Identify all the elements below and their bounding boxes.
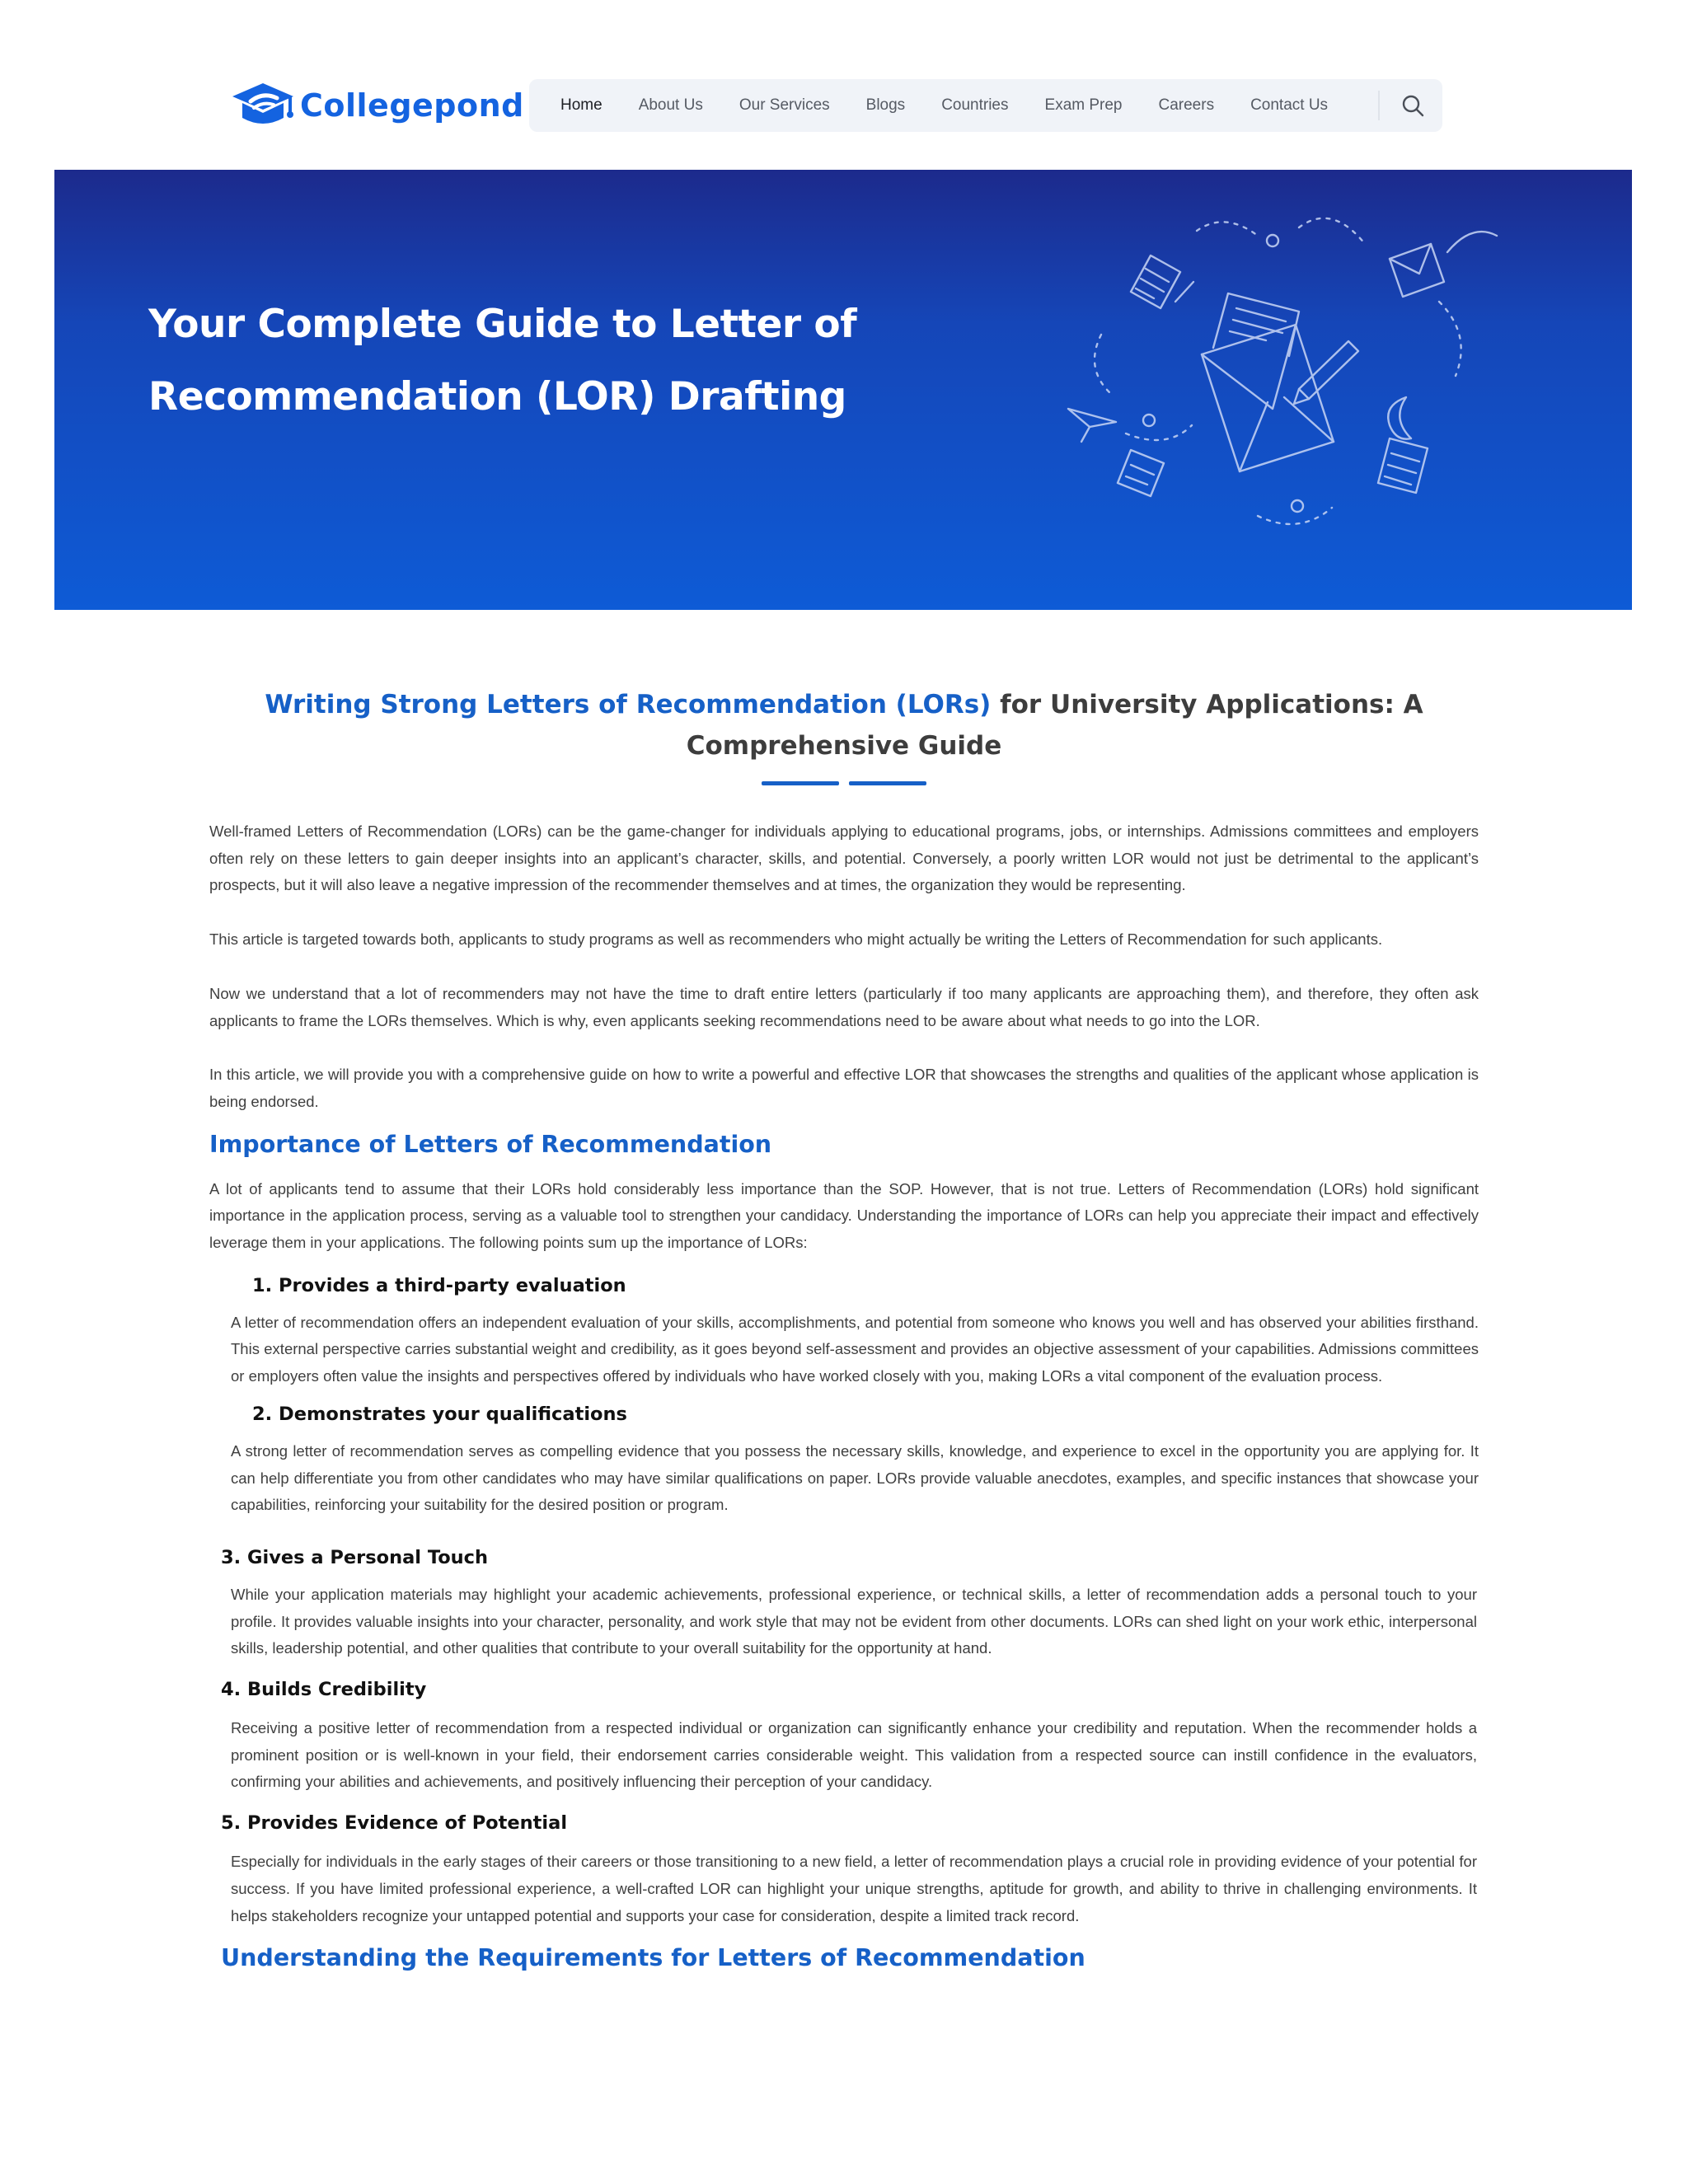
point-text: A strong letter of recommendation serves as compelling evidence that you possess the necessary skills, knowledge, and experience to excel in the opportunity you are applying for. It can help differentiate you from other candidates who may have similar qualifications on paper. LORs provide valuable anecdotes, examples, and specific instances that showcase your capabilities, reinforcing your suitability for the desired position or program. [231,1441,1479,1514]
point-text: Receiving a positive letter of recommendation from a respected individual or organization can significantly enhance your credibility and reputation. When the recommender holds a prominent position or is well-known in your field, their endorsement carries considerable weight. This validation from a respected source can instill confidence in the evaluators, confirming your abilities and achievements, and positively influencing their perception of your candidacy. [231,1719,1477,1791]
point-title: 4. Builds Credibility [221,1679,427,1701]
nav-our-services[interactable]: Our Services [738,96,830,114]
article-heading-accent: Writing Strong Letters of Recommendation (LORs) [265,690,992,719]
nav-contact-us[interactable]: Contact Us [1250,96,1329,114]
hero-banner [54,170,1632,610]
intro-paragraph: Now we understand that a lot of recommenders may not have the time to draft entire letters (particularly if too many applicants are approaching them), and therefore, they often ask applicants to frame the LORs themselves. Which is why, even applicants seeking recommendations need to be aware about what needs to go into the LOR. [209,984,1479,1029]
intro-paragraph: In this article, we will provide you with a comprehensive guide on how to write a powerful and effective LOR that showcases the strengths and qualities of the applicant whose application is being endorsed. [209,1066,1479,1110]
point-title: 2. Demonstrates your qualifications [252,1403,627,1425]
importance-point [209,1547,1479,1662]
importance-intro: A lot of applicants tend to assume that their LORs hold considerably less importance than the SOP. However, that is not true. Letters of Recommendation (LORs) hold significant importance in the application process, serving as a valuable tool to strengthen your candidacy. Understanding the importance of LORs can help you appreciate their impact and effectively leverage them in your applications. The following points sum up the importance of LORs: [209,1179,1479,1252]
nav-home[interactable]: Home [560,96,603,114]
requirements-heading: Understanding the Requirements for Letters of Recommendation [221,1944,1085,1972]
brand-logo[interactable] [229,78,524,133]
point-title: 1. Provides a third-party evaluation [252,1274,626,1296]
brand-name: Collegepond [300,87,524,124]
intro-section [209,818,1479,1116]
importance-point [209,1812,1479,1929]
point-text: A letter of recommendation offers an independent evaluation of your skills, accomplishments, and potential from someone who knows you well and has observed your abilities firsthand. This external perspective carries substantial weight and credibility, as it goes beyond self-assessment and provides an objective assessment of your capabilities. Admissions committees or employers often value the insights and perspectives offered by individuals who have worked closely with you, making LORs a vital component of the evaluation process. [231,1313,1479,1385]
nav-exam-prep[interactable]: Exam Prep [1044,96,1123,114]
search-icon[interactable] [1400,92,1426,119]
article-content [209,684,1479,1971]
importance-heading: Importance of Letters of Recommendation [209,1130,772,1158]
hero-title-line-2: Recommendation (LOR) Drafting [148,374,846,419]
point-text: While your application materials may highlight your academic achievements, professional experience, or technical skills, a letter of recommendation adds a personal touch to your profile. It provides valuable insights into your character, personality, and work style that may not be evident from other documents. LORs can shed light on your work ethic, interpersonal skills, leadership potential, and other qualities that contribute to your overall suitability for the opportunity at hand. [231,1585,1477,1657]
letters-envelope-illustration-icon [1052,203,1513,549]
nav-blogs[interactable]: Blogs [865,96,906,114]
intro-paragraph: Well-framed Letters of Recommendation (LORs) can be the game-changer for individuals applying to educational programs, jobs, or internships. Admissions committees and employers often rely on these letters to gain deeper insights into an applicant’s character, skills, and potential. Conversely, a poorly written LOR would not just be detrimental to the applicant’s prospects, but it will also leave a negative impression of the recommender themselves and at times, the organization they would be representing. [209,823,1479,894]
nav-about-us[interactable]: About Us [638,96,703,114]
article-heading-rest: for University Applications: A Comprehensive Guide [686,690,1423,761]
graduation-cap-logo-icon [229,78,297,133]
importance-point [209,1679,1479,1796]
site-header [0,0,1688,165]
importance-point [209,1275,1479,1390]
nav-divider [1378,91,1380,120]
heading-underline [209,781,1479,785]
hero-title-line-1: Your Complete Guide to Letter of [148,302,857,347]
nav-countries[interactable]: Countries [941,96,1009,114]
nav-careers[interactable]: Careers [1158,96,1215,114]
intro-paragraph: This article is targeted towards both, applicants to study programs as well as recommenders who might actually be writing the Letters of Recommendation for such applicants. [209,930,1383,949]
point-title: 5. Provides Evidence of Potential [221,1812,568,1835]
hero-title [148,288,890,434]
point-text: Especially for individuals in the early stages of their careers or those transitioning to a new field, a letter of recommendation plays a crucial role in providing evidence of your potential for success. If you have limited professional experience, a well-crafted LOR can highlight your unique strengths, aptitude for growth, and ability to thrive in challenging environments. It helps stakeholders recognize your untapped potential and supports your case for consideration, despite a limited track record. [231,1853,1477,1924]
importance-point [209,1404,1479,1519]
point-title: 3. Gives a Personal Touch [221,1546,489,1568]
article-heading [209,684,1479,766]
main-nav [529,79,1442,132]
